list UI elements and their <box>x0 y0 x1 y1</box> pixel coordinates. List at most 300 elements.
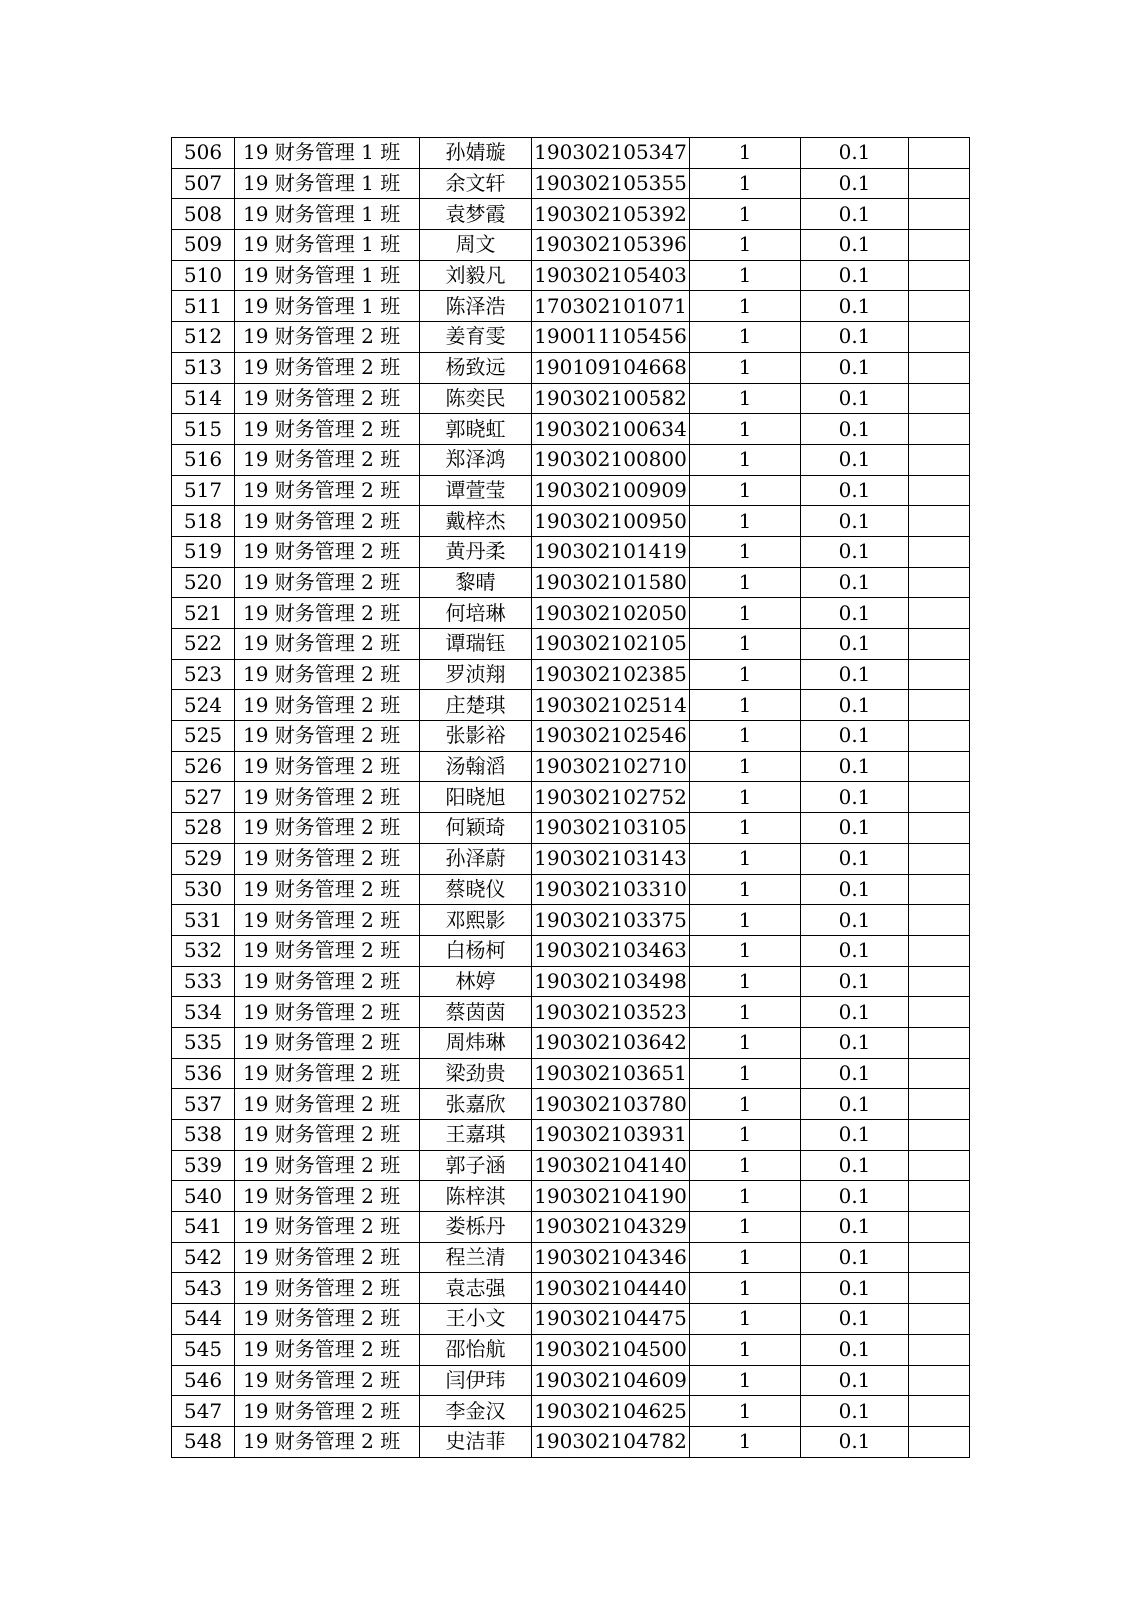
remark-cell <box>909 843 970 874</box>
student-id-cell: 190302102710 <box>532 751 690 782</box>
table-row <box>172 1150 970 1181</box>
table-row <box>172 475 970 506</box>
class-name-cell: 19 财务管理 2 班 <box>235 1120 420 1151</box>
score-cell: 0.1 <box>801 905 909 936</box>
student-name-cell: 张嘉欣 <box>420 1089 532 1120</box>
remark-cell <box>909 1089 970 1120</box>
class-name-cell: 19 财务管理 2 班 <box>235 1181 420 1212</box>
score-cell: 0.1 <box>801 322 909 353</box>
class-name-cell: 19 财务管理 2 班 <box>235 414 420 445</box>
count-cell: 1 <box>690 1027 801 1058</box>
serial-number-cell: 524 <box>172 690 235 721</box>
table-row <box>172 1058 970 1089</box>
student-name-cell: 娄栎丹 <box>420 1212 532 1243</box>
student-id-cell: 190302103523 <box>532 997 690 1028</box>
class-name-cell: 19 财务管理 2 班 <box>235 352 420 383</box>
serial-number-cell: 540 <box>172 1181 235 1212</box>
remark-cell <box>909 721 970 752</box>
student-name-cell: 蔡晓仪 <box>420 874 532 905</box>
student-id-cell: 190302103310 <box>532 874 690 905</box>
table-row <box>172 1334 970 1365</box>
class-name-cell: 19 财务管理 2 班 <box>235 1212 420 1243</box>
serial-number-cell: 512 <box>172 322 235 353</box>
student-name-cell: 王小文 <box>420 1304 532 1335</box>
score-cell: 0.1 <box>801 813 909 844</box>
serial-number-cell: 527 <box>172 782 235 813</box>
score-cell: 0.1 <box>801 1150 909 1181</box>
class-name-cell: 19 财务管理 2 班 <box>235 1089 420 1120</box>
count-cell: 1 <box>690 843 801 874</box>
score-cell: 0.1 <box>801 751 909 782</box>
serial-number-cell: 520 <box>172 567 235 598</box>
serial-number-cell: 531 <box>172 905 235 936</box>
table-row <box>172 690 970 721</box>
class-name-cell: 19 财务管理 1 班 <box>235 138 420 169</box>
remark-cell <box>909 1365 970 1396</box>
score-cell: 0.1 <box>801 1027 909 1058</box>
count-cell: 1 <box>690 751 801 782</box>
score-cell: 0.1 <box>801 690 909 721</box>
count-cell: 1 <box>690 414 801 445</box>
score-cell: 0.1 <box>801 1273 909 1304</box>
table-row <box>172 659 970 690</box>
student-name-cell: 余文轩 <box>420 168 532 199</box>
serial-number-cell: 525 <box>172 721 235 752</box>
student-name-cell: 阳晓旭 <box>420 782 532 813</box>
score-cell: 0.1 <box>801 1120 909 1151</box>
student-id-cell: 190302103931 <box>532 1120 690 1151</box>
score-cell: 0.1 <box>801 1334 909 1365</box>
class-name-cell: 19 财务管理 2 班 <box>235 1027 420 1058</box>
table-row <box>172 506 970 537</box>
table-row <box>172 1365 970 1396</box>
student-id-cell: 190302101419 <box>532 536 690 567</box>
score-cell: 0.1 <box>801 1181 909 1212</box>
score-cell: 0.1 <box>801 721 909 752</box>
student-id-cell: 190302100582 <box>532 383 690 414</box>
serial-number-cell: 546 <box>172 1365 235 1396</box>
student-table <box>171 137 970 1458</box>
student-name-cell: 杨致远 <box>420 352 532 383</box>
count-cell: 1 <box>690 935 801 966</box>
remark-cell <box>909 751 970 782</box>
table-row <box>172 813 970 844</box>
remark-cell <box>909 168 970 199</box>
student-id-cell: 190302100950 <box>532 506 690 537</box>
count-cell: 1 <box>690 230 801 261</box>
class-name-cell: 19 财务管理 2 班 <box>235 322 420 353</box>
count-cell: 1 <box>690 199 801 230</box>
student-id-cell: 190302101580 <box>532 567 690 598</box>
student-id-cell: 190302104440 <box>532 1273 690 1304</box>
class-name-cell: 19 财务管理 2 班 <box>235 383 420 414</box>
student-name-cell: 林婷 <box>420 966 532 997</box>
student-id-cell: 190302104475 <box>532 1304 690 1335</box>
student-name-cell: 郭晓虹 <box>420 414 532 445</box>
count-cell: 1 <box>690 1120 801 1151</box>
score-cell: 0.1 <box>801 1365 909 1396</box>
class-name-cell: 19 财务管理 2 班 <box>235 1242 420 1273</box>
remark-cell <box>909 1426 970 1457</box>
student-name-cell: 袁志强 <box>420 1273 532 1304</box>
student-name-cell: 何培琳 <box>420 598 532 629</box>
table-row <box>172 1242 970 1273</box>
student-name-cell: 罗浈翔 <box>420 659 532 690</box>
remark-cell <box>909 230 970 261</box>
count-cell: 1 <box>690 1150 801 1181</box>
class-name-cell: 19 财务管理 2 班 <box>235 598 420 629</box>
serial-number-cell: 533 <box>172 966 235 997</box>
remark-cell <box>909 1212 970 1243</box>
remark-cell <box>909 138 970 169</box>
table-row <box>172 843 970 874</box>
serial-number-cell: 536 <box>172 1058 235 1089</box>
student-id-cell: 190302102105 <box>532 629 690 660</box>
serial-number-cell: 532 <box>172 935 235 966</box>
table-row <box>172 874 970 905</box>
serial-number-cell: 537 <box>172 1089 235 1120</box>
student-name-cell: 蔡茵茵 <box>420 997 532 1028</box>
count-cell: 1 <box>690 905 801 936</box>
count-cell: 1 <box>690 1212 801 1243</box>
student-id-cell: 190302105403 <box>532 260 690 291</box>
table-row <box>172 966 970 997</box>
student-name-cell: 陈奕民 <box>420 383 532 414</box>
student-name-cell: 袁梦霞 <box>420 199 532 230</box>
score-cell: 0.1 <box>801 352 909 383</box>
score-cell: 0.1 <box>801 444 909 475</box>
count-cell: 1 <box>690 721 801 752</box>
class-name-cell: 19 财务管理 2 班 <box>235 874 420 905</box>
student-name-cell: 孙婧璇 <box>420 138 532 169</box>
serial-number-cell: 510 <box>172 260 235 291</box>
serial-number-cell: 526 <box>172 751 235 782</box>
student-name-cell: 邵怡航 <box>420 1334 532 1365</box>
count-cell: 1 <box>690 322 801 353</box>
score-cell: 0.1 <box>801 1304 909 1335</box>
count-cell: 1 <box>690 536 801 567</box>
count-cell: 1 <box>690 444 801 475</box>
count-cell: 1 <box>690 782 801 813</box>
serial-number-cell: 535 <box>172 1027 235 1058</box>
student-name-cell: 张影裕 <box>420 721 532 752</box>
student-id-cell: 190302102546 <box>532 721 690 752</box>
class-name-cell: 19 财务管理 2 班 <box>235 1304 420 1335</box>
score-cell: 0.1 <box>801 506 909 537</box>
count-cell: 1 <box>690 383 801 414</box>
table-row <box>172 1426 970 1457</box>
serial-number-cell: 539 <box>172 1150 235 1181</box>
serial-number-cell: 548 <box>172 1426 235 1457</box>
serial-number-cell: 534 <box>172 997 235 1028</box>
score-cell: 0.1 <box>801 1426 909 1457</box>
score-cell: 0.1 <box>801 567 909 598</box>
class-name-cell: 19 财务管理 1 班 <box>235 260 420 291</box>
remark-cell <box>909 629 970 660</box>
table-row <box>172 1120 970 1151</box>
serial-number-cell: 528 <box>172 813 235 844</box>
count-cell: 1 <box>690 1426 801 1457</box>
student-name-cell: 李金汉 <box>420 1396 532 1427</box>
serial-number-cell: 506 <box>172 138 235 169</box>
table-body <box>172 138 970 1458</box>
class-name-cell: 19 财务管理 2 班 <box>235 1396 420 1427</box>
serial-number-cell: 507 <box>172 168 235 199</box>
table-row <box>172 629 970 660</box>
table-row <box>172 230 970 261</box>
score-cell: 0.1 <box>801 935 909 966</box>
count-cell: 1 <box>690 352 801 383</box>
count-cell: 1 <box>690 1365 801 1396</box>
table-row <box>172 1181 970 1212</box>
student-name-cell: 程兰清 <box>420 1242 532 1273</box>
remark-cell <box>909 1273 970 1304</box>
student-id-cell: 190302102514 <box>532 690 690 721</box>
student-id-cell: 190302103642 <box>532 1027 690 1058</box>
score-cell: 0.1 <box>801 230 909 261</box>
remark-cell <box>909 813 970 844</box>
student-id-cell: 190302100800 <box>532 444 690 475</box>
table-row <box>172 291 970 322</box>
table-row <box>172 138 970 169</box>
remark-cell <box>909 1242 970 1273</box>
student-id-cell: 190302104500 <box>532 1334 690 1365</box>
count-cell: 1 <box>690 997 801 1028</box>
score-cell: 0.1 <box>801 383 909 414</box>
class-name-cell: 19 财务管理 2 班 <box>235 506 420 537</box>
remark-cell <box>909 352 970 383</box>
student-name-cell: 姜育雯 <box>420 322 532 353</box>
score-cell: 0.1 <box>801 475 909 506</box>
table-row <box>172 782 970 813</box>
table-row <box>172 168 970 199</box>
serial-number-cell: 521 <box>172 598 235 629</box>
count-cell: 1 <box>690 598 801 629</box>
table-row <box>172 383 970 414</box>
table-row <box>172 444 970 475</box>
student-id-cell: 190302104190 <box>532 1181 690 1212</box>
count-cell: 1 <box>690 629 801 660</box>
serial-number-cell: 530 <box>172 874 235 905</box>
student-id-cell: 190302105347 <box>532 138 690 169</box>
score-cell: 0.1 <box>801 260 909 291</box>
class-name-cell: 19 财务管理 2 班 <box>235 721 420 752</box>
student-name-cell: 郑泽鸿 <box>420 444 532 475</box>
score-cell: 0.1 <box>801 629 909 660</box>
score-cell: 0.1 <box>801 966 909 997</box>
count-cell: 1 <box>690 1273 801 1304</box>
class-name-cell: 19 财务管理 2 班 <box>235 567 420 598</box>
class-name-cell: 19 财务管理 2 班 <box>235 843 420 874</box>
score-cell: 0.1 <box>801 1058 909 1089</box>
student-name-cell: 王嘉琪 <box>420 1120 532 1151</box>
student-name-cell: 周炜琳 <box>420 1027 532 1058</box>
score-cell: 0.1 <box>801 1212 909 1243</box>
table-row <box>172 1396 970 1427</box>
class-name-cell: 19 财务管理 2 班 <box>235 1365 420 1396</box>
class-name-cell: 19 财务管理 2 班 <box>235 1273 420 1304</box>
score-cell: 0.1 <box>801 1396 909 1427</box>
score-cell: 0.1 <box>801 536 909 567</box>
class-name-cell: 19 财务管理 2 班 <box>235 1058 420 1089</box>
serial-number-cell: 538 <box>172 1120 235 1151</box>
table-row <box>172 1273 970 1304</box>
remark-cell <box>909 690 970 721</box>
remark-cell <box>909 1181 970 1212</box>
class-name-cell: 19 财务管理 2 班 <box>235 1150 420 1181</box>
student-id-cell: 190302100909 <box>532 475 690 506</box>
table-row <box>172 598 970 629</box>
remark-cell <box>909 1396 970 1427</box>
serial-number-cell: 547 <box>172 1396 235 1427</box>
count-cell: 1 <box>690 1058 801 1089</box>
student-id-cell: 190302104625 <box>532 1396 690 1427</box>
table-row <box>172 997 970 1028</box>
serial-number-cell: 516 <box>172 444 235 475</box>
remark-cell <box>909 383 970 414</box>
score-cell: 0.1 <box>801 199 909 230</box>
table-row <box>172 322 970 353</box>
serial-number-cell: 541 <box>172 1212 235 1243</box>
table-row <box>172 536 970 567</box>
student-name-cell: 邓熙影 <box>420 905 532 936</box>
class-name-cell: 19 财务管理 2 班 <box>235 1334 420 1365</box>
score-cell: 0.1 <box>801 997 909 1028</box>
student-id-cell: 190302105355 <box>532 168 690 199</box>
class-name-cell: 19 财务管理 2 班 <box>235 751 420 782</box>
class-name-cell: 19 财务管理 2 班 <box>235 813 420 844</box>
count-cell: 1 <box>690 168 801 199</box>
serial-number-cell: 518 <box>172 506 235 537</box>
score-cell: 0.1 <box>801 874 909 905</box>
serial-number-cell: 509 <box>172 230 235 261</box>
student-name-cell: 陈泽浩 <box>420 291 532 322</box>
student-id-cell: 190302103498 <box>532 966 690 997</box>
remark-cell <box>909 1058 970 1089</box>
remark-cell <box>909 1027 970 1058</box>
score-cell: 0.1 <box>801 782 909 813</box>
remark-cell <box>909 567 970 598</box>
student-name-cell: 郭子涵 <box>420 1150 532 1181</box>
table-row <box>172 905 970 936</box>
remark-cell <box>909 444 970 475</box>
class-name-cell: 19 财务管理 2 班 <box>235 690 420 721</box>
count-cell: 1 <box>690 1334 801 1365</box>
table-row <box>172 199 970 230</box>
class-name-cell: 19 财务管理 2 班 <box>235 997 420 1028</box>
student-id-cell: 190302104140 <box>532 1150 690 1181</box>
student-id-cell: 190302103143 <box>532 843 690 874</box>
class-name-cell: 19 财务管理 2 班 <box>235 935 420 966</box>
student-id-cell: 190302105392 <box>532 199 690 230</box>
count-cell: 1 <box>690 659 801 690</box>
table-row <box>172 1089 970 1120</box>
student-id-cell: 190302104782 <box>532 1426 690 1457</box>
student-name-cell: 谭萱莹 <box>420 475 532 506</box>
student-id-cell: 190302105396 <box>532 230 690 261</box>
count-cell: 1 <box>690 138 801 169</box>
remark-cell <box>909 874 970 905</box>
remark-cell <box>909 199 970 230</box>
serial-number-cell: 542 <box>172 1242 235 1273</box>
score-cell: 0.1 <box>801 138 909 169</box>
student-name-cell: 闫伊玮 <box>420 1365 532 1396</box>
serial-number-cell: 543 <box>172 1273 235 1304</box>
class-name-cell: 19 财务管理 2 班 <box>235 1426 420 1457</box>
table-row <box>172 751 970 782</box>
remark-cell <box>909 598 970 629</box>
remark-cell <box>909 966 970 997</box>
table-row <box>172 414 970 445</box>
remark-cell <box>909 414 970 445</box>
serial-number-cell: 544 <box>172 1304 235 1335</box>
class-name-cell: 19 财务管理 1 班 <box>235 199 420 230</box>
class-name-cell: 19 财务管理 1 班 <box>235 230 420 261</box>
class-name-cell: 19 财务管理 2 班 <box>235 905 420 936</box>
student-name-cell: 汤翰滔 <box>420 751 532 782</box>
remark-cell <box>909 1150 970 1181</box>
table-row <box>172 935 970 966</box>
count-cell: 1 <box>690 874 801 905</box>
remark-cell <box>909 1304 970 1335</box>
class-name-cell: 19 财务管理 2 班 <box>235 782 420 813</box>
remark-cell <box>909 536 970 567</box>
student-name-cell: 陈梓淇 <box>420 1181 532 1212</box>
score-cell: 0.1 <box>801 843 909 874</box>
count-cell: 1 <box>690 1304 801 1335</box>
student-name-cell: 周文 <box>420 230 532 261</box>
student-id-cell: 190302103105 <box>532 813 690 844</box>
student-name-cell: 孙泽蔚 <box>420 843 532 874</box>
student-name-cell: 刘毅凡 <box>420 260 532 291</box>
table-row <box>172 1304 970 1335</box>
remark-cell <box>909 1120 970 1151</box>
serial-number-cell: 508 <box>172 199 235 230</box>
student-id-cell: 190302102385 <box>532 659 690 690</box>
student-id-cell: 190302102752 <box>532 782 690 813</box>
score-cell: 0.1 <box>801 168 909 199</box>
serial-number-cell: 515 <box>172 414 235 445</box>
serial-number-cell: 511 <box>172 291 235 322</box>
class-name-cell: 19 财务管理 2 班 <box>235 966 420 997</box>
remark-cell <box>909 475 970 506</box>
class-name-cell: 19 财务管理 2 班 <box>235 536 420 567</box>
student-name-cell: 白杨柯 <box>420 935 532 966</box>
student-id-cell: 190302103375 <box>532 905 690 936</box>
remark-cell <box>909 905 970 936</box>
count-cell: 1 <box>690 475 801 506</box>
student-name-cell: 庄楚琪 <box>420 690 532 721</box>
serial-number-cell: 523 <box>172 659 235 690</box>
remark-cell <box>909 997 970 1028</box>
score-cell: 0.1 <box>801 659 909 690</box>
remark-cell <box>909 260 970 291</box>
student-id-cell: 190302103463 <box>532 935 690 966</box>
remark-cell <box>909 291 970 322</box>
student-name-cell: 何颖琦 <box>420 813 532 844</box>
count-cell: 1 <box>690 690 801 721</box>
count-cell: 1 <box>690 1181 801 1212</box>
serial-number-cell: 522 <box>172 629 235 660</box>
class-name-cell: 19 财务管理 2 班 <box>235 659 420 690</box>
table-row <box>172 260 970 291</box>
remark-cell <box>909 506 970 537</box>
student-id-cell: 190302103651 <box>532 1058 690 1089</box>
remark-cell <box>909 322 970 353</box>
table-row <box>172 1027 970 1058</box>
remark-cell <box>909 659 970 690</box>
count-cell: 1 <box>690 291 801 322</box>
